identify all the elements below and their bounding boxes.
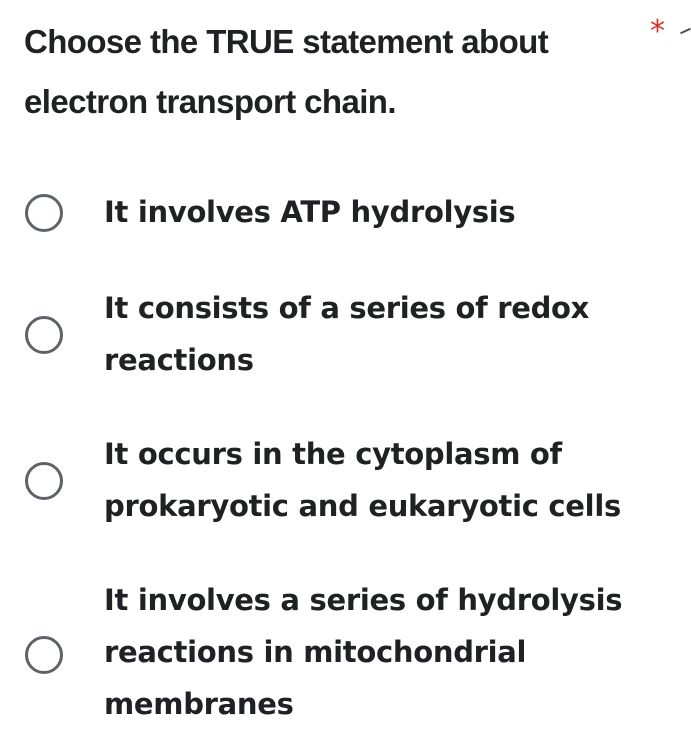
option-2-label: [104, 282, 684, 386]
option-1-label: [104, 186, 684, 238]
option-1[interactable]: [0, 186, 691, 242]
option-4-label: [104, 574, 684, 730]
radio-button-option-4[interactable]: [25, 636, 63, 674]
option-3-label-line-1: It occurs in the cytoplasm of: [104, 437, 562, 471]
option-4[interactable]: [0, 574, 691, 734]
option-4-label-line-3: membranes: [104, 687, 294, 721]
option-3[interactable]: [0, 428, 691, 538]
option-2[interactable]: [0, 282, 691, 392]
option-1-label-line-1: It involves ATP hydrolysis: [104, 195, 516, 229]
required-asterisk: *: [650, 14, 665, 49]
cropped-edge-mark: [680, 28, 691, 34]
question-title: [24, 12, 624, 132]
option-4-label-line-2: reactions in mitochondrial: [104, 635, 527, 669]
radio-button-option-2[interactable]: [25, 316, 63, 354]
radio-button-option-3[interactable]: [25, 462, 63, 500]
option-3-label-line-2: prokaryotic and eukaryotic cells: [104, 489, 621, 523]
option-4-label-line-1: It involves a series of hydrolysis: [104, 583, 623, 617]
option-2-label-line-1: It consists of a series of redox: [104, 291, 590, 325]
question-title-line-2: electron transport chain.: [24, 83, 396, 120]
question-title-line-1: Choose the TRUE statement about: [24, 23, 549, 60]
option-2-label-line-2: reactions: [104, 343, 254, 377]
option-3-label: [104, 428, 684, 532]
radio-button-option-1[interactable]: [25, 194, 63, 232]
